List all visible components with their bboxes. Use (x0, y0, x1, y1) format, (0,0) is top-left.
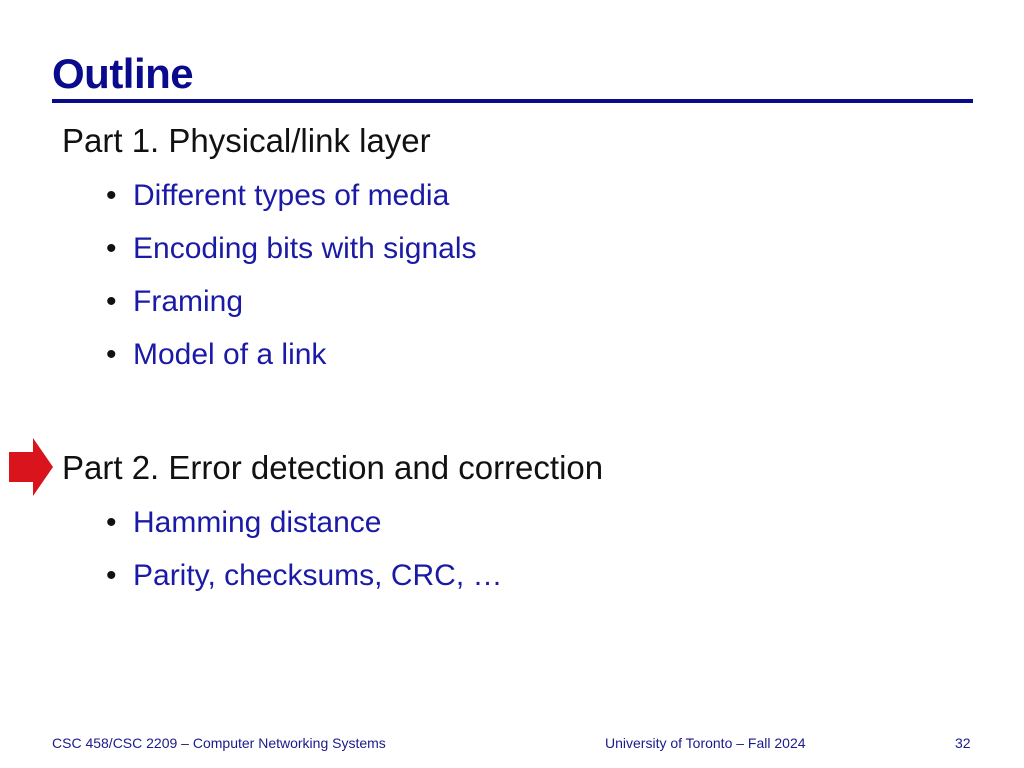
section-heading-part-1: Part 1. Physical/link layer (62, 122, 431, 159)
title-underline (52, 99, 973, 103)
list-item (106, 496, 503, 549)
bullet-text: Framing (133, 284, 244, 318)
bullet-text: Encoding bits with signals (133, 231, 477, 265)
bullet-icon: • (106, 231, 117, 265)
bullet-text: Different types of media (133, 178, 450, 212)
bullet-icon: • (106, 337, 117, 371)
bullet-text: Parity, checksums, CRC, … (133, 558, 503, 592)
right-arrow-icon (9, 438, 53, 496)
footer-course: CSC 458/CSC 2209 – Computer Networking Systems (52, 735, 386, 751)
bullet-text: Hamming distance (133, 505, 382, 539)
section-1-bullet-list (106, 169, 477, 381)
list-item (106, 328, 477, 381)
section-2-bullet-list (106, 496, 503, 602)
list-item (106, 275, 477, 328)
footer-institution: University of Toronto – Fall 2024 (605, 735, 806, 751)
bullet-icon: • (106, 505, 117, 539)
list-item (106, 169, 477, 222)
bullet-icon: • (106, 284, 117, 318)
section-heading-part-2: Part 2. Error detection and correction (62, 449, 604, 486)
bullet-icon: • (106, 178, 117, 212)
list-item (106, 549, 503, 602)
list-item (106, 222, 477, 275)
slide-title: Outline (52, 50, 194, 97)
bullet-icon: • (106, 558, 117, 592)
page-number: 32 (955, 735, 971, 751)
bullet-text: Model of a link (133, 337, 327, 371)
